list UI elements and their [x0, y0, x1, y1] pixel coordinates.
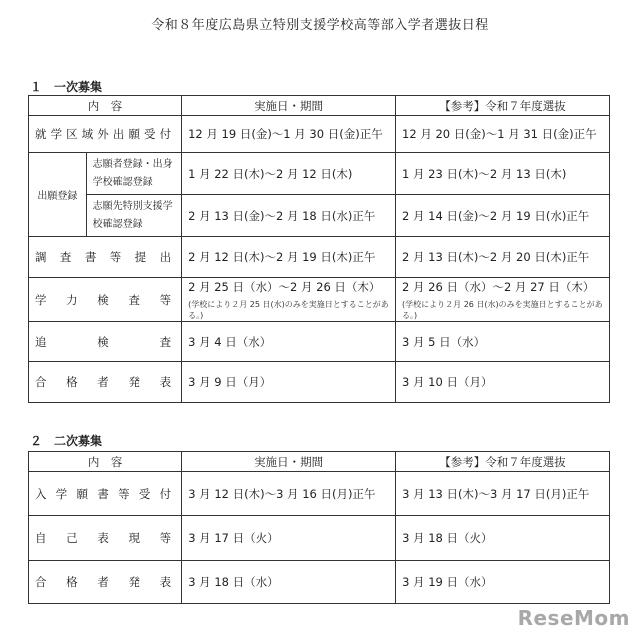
- first-recruitment-table: [28, 95, 610, 403]
- row-reference: 1 月 23 日(木)～2 月 13 日(木): [396, 153, 610, 195]
- row-sub-item: 志願先特別支援学校確認登録: [86, 195, 181, 237]
- table-header-row: [29, 96, 610, 116]
- table-row: [29, 362, 610, 403]
- row-reference: 3 月 18 日（火）: [396, 516, 610, 561]
- row-reference: 2 月 14 日(金)～2 月 19 日(水)正午: [396, 195, 610, 237]
- row-item: 調査書等提出: [29, 237, 182, 278]
- row-reference-cell: [396, 278, 610, 322]
- row-reference: 2 月 13 日(木)～2 月 20 日(木)正午: [396, 237, 610, 278]
- row-dates: 12 月 19 日(金)～1 月 30 日(金)正午: [182, 116, 396, 153]
- table-row: [29, 472, 610, 516]
- table-row: [29, 195, 610, 237]
- row-item: 就学区域外出願受付: [29, 116, 182, 153]
- table-row: [29, 278, 610, 322]
- table-row: [29, 561, 610, 604]
- header-dates: 実施日・期間: [182, 452, 396, 472]
- row-item: 追検査: [29, 322, 182, 362]
- row-dates: 3 月 18 日（水）: [182, 561, 396, 604]
- table-row: [29, 516, 610, 561]
- resemom-logo: ReseMom: [517, 606, 630, 630]
- row-dates: 1 月 22 日(木)～2 月 12 日(木): [182, 153, 396, 195]
- row-reference: 3 月 10 日（月）: [396, 362, 610, 403]
- row-reference: 12 月 20 日(金)～1 月 31 日(金)正午: [396, 116, 610, 153]
- header-reference: 【参考】令和７年度選抜: [396, 452, 610, 472]
- row-dates: 3 月 17 日（火）: [182, 516, 396, 561]
- row-reference: 3 月 19 日（水）: [396, 561, 610, 604]
- row-item: 学力検査等: [29, 278, 182, 322]
- row-dates: 2 月 13 日(金)～2 月 18 日(水)正午: [182, 195, 396, 237]
- table-row: [29, 116, 610, 153]
- row-dates: 2 月 12 日(木)～2 月 19 日(木)正午: [182, 237, 396, 278]
- row-sub-item: 志願者登録・出身学校確認登録: [86, 153, 181, 195]
- row-dates: 3 月 12 日(木)～3 月 16 日(月)正午: [182, 472, 396, 516]
- row-item: 合格者発表: [29, 561, 182, 604]
- section-heading-first: １ 一次募集: [30, 80, 103, 94]
- table-row: [29, 237, 610, 278]
- row-item: 合格者発表: [29, 362, 182, 403]
- row-reference: 2 月 26 日（水）～2 月 27 日（木）: [402, 279, 595, 294]
- row-dates-cell: [182, 278, 396, 322]
- row-reference-note: (学校により２月 26 日(水)のみを実施日とすることがある。): [402, 299, 603, 320]
- row-reference: 3 月 13 日(木)～3 月 17 日(月)正午: [396, 472, 610, 516]
- row-group-label: 出願登録: [29, 153, 87, 237]
- table-row: [29, 153, 610, 195]
- header-reference: 【参考】令和７年度選抜: [396, 96, 610, 116]
- row-reference: 3 月 5 日（水）: [396, 322, 610, 362]
- table-row: [29, 322, 610, 362]
- row-dates: 3 月 4 日（水）: [182, 322, 396, 362]
- row-item: 自己表現等: [29, 516, 182, 561]
- row-dates-note: (学校により２月 25 日(水)のみを実施日とすることがある。): [188, 299, 389, 320]
- header-content: 内 容: [29, 452, 182, 472]
- header-content: 内 容: [29, 96, 182, 116]
- second-recruitment-table: [28, 451, 610, 604]
- row-item: 入学願書等受付: [29, 472, 182, 516]
- table-header-row: [29, 452, 610, 472]
- row-dates: 3 月 9 日（月）: [182, 362, 396, 403]
- header-dates: 実施日・期間: [182, 96, 396, 116]
- page-title: 令和８年度広島県立特別支援学校高等部入学者選抜日程: [151, 18, 489, 33]
- section-heading-second: ２ 二次募集: [30, 434, 103, 448]
- row-dates: 2 月 25 日（水）～2 月 26 日（木）: [188, 279, 381, 294]
